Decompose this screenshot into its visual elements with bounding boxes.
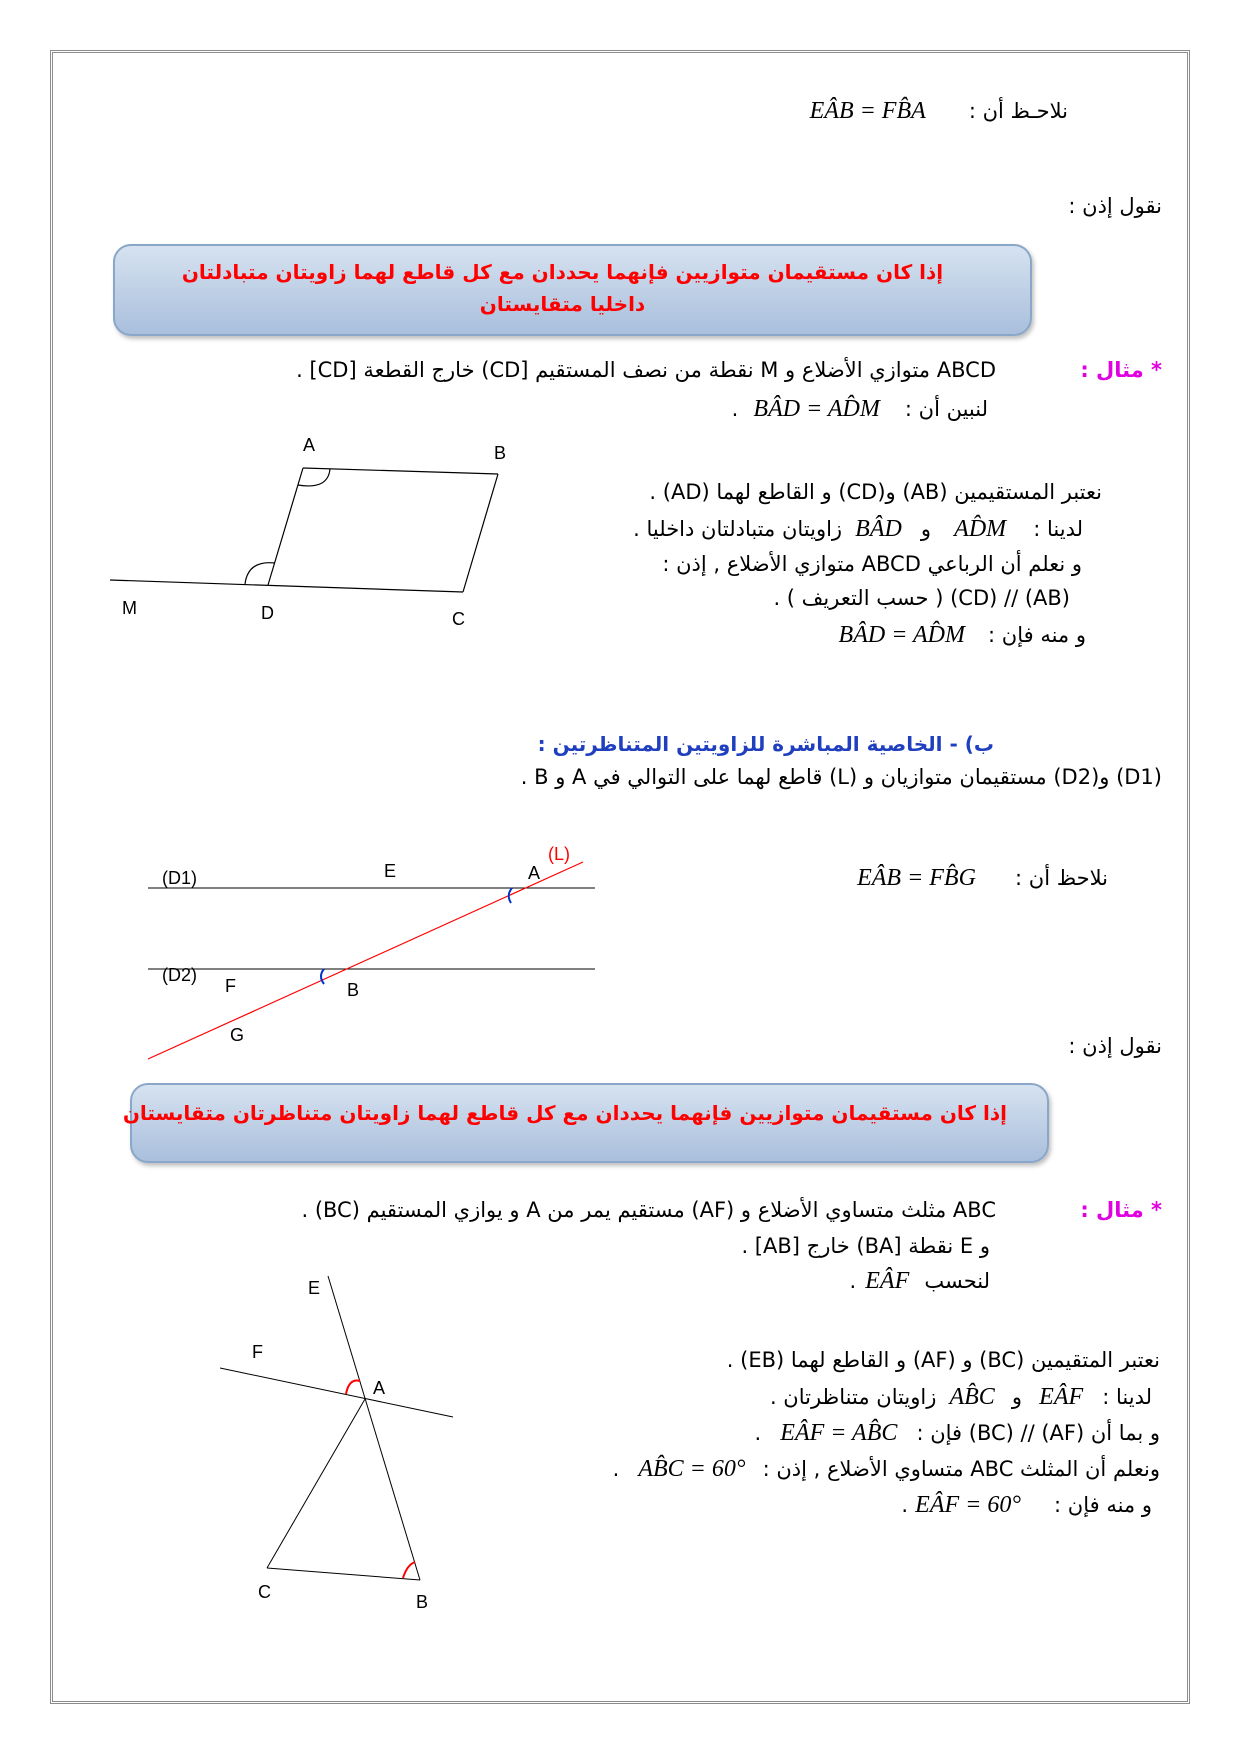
- triangle-figure: [210, 1268, 470, 1620]
- theorem-box-1: [113, 244, 1032, 336]
- fig1-label-b: B: [494, 443, 507, 463]
- observe-2-label: نلاحظ أن :: [1015, 866, 1108, 890]
- fig2-label-g: G: [230, 1025, 245, 1045]
- parallelogram-figure: [108, 432, 538, 642]
- line3-end: .: [849, 1269, 857, 1293]
- fig1-label-c: C: [452, 609, 465, 629]
- observe-formula: EÂB = FB̂A: [809, 98, 926, 124]
- angle-eaf-arc: [346, 1381, 360, 1394]
- parallel-lines-figure: [140, 840, 610, 1070]
- ex2-sol2-end: زاويتان متناظرتان .: [769, 1385, 937, 1409]
- ex2-sol5-formula: EÂF = 60°: [915, 1492, 1021, 1518]
- fig2-label-l: (L): [548, 844, 570, 864]
- sol5-formula: BÂD = AD̂M: [838, 622, 965, 648]
- example-1-sol-2: [633, 516, 1083, 543]
- conclude-line-2: نقول إذن :: [1068, 1034, 1162, 1058]
- sol5-text: و منه فإن :: [988, 623, 1086, 647]
- ex2-sol3-text: و بما أن (AF) // (BC) فإن :: [916, 1421, 1160, 1445]
- fig2-label-d1: (D1): [162, 868, 197, 888]
- theorem-1-text: إذا كان مستقيمان متوازيين فإنهما يحددان مع كل قاطع لهما زاويتان متبادلتان داخليا متقايستان: [181, 260, 944, 316]
- observe-label: نلاحـظ أن :: [968, 99, 1068, 123]
- example-1-sol-5: [839, 622, 1086, 649]
- fig3-label-c: C: [258, 1582, 271, 1602]
- example-1-statement: ABCD متوازي الأضلاع و M نقطة من نصف المستقيم [CD) خارج القطعة [CD] .: [296, 358, 996, 382]
- ex2-sol4-formula: AB̂C = 60°: [638, 1456, 746, 1482]
- ex2-sol2-text: لدينا :: [1102, 1385, 1152, 1409]
- example-1-sol-3: و نعلم أن الرباعي ABCD متوازي الأضلاع , إذن :: [662, 552, 1082, 576]
- example-2-statement: ABC مثلث متساوي الأضلاع و (AF) مستقيم يمر من A و يوازي المستقيم (BC) .: [301, 1198, 996, 1222]
- fig2-label-f: F: [225, 976, 236, 996]
- example-2-line-2: و E نقطة [BA) خارج [AB] .: [741, 1234, 990, 1258]
- sol2-formula-2: BÂD: [855, 516, 902, 542]
- goal-end: .: [731, 397, 739, 421]
- angle-fbg-arc: [321, 969, 324, 984]
- goal-formula: BÂD = AD̂M: [753, 396, 880, 422]
- ex2-sol2-and: و: [1011, 1385, 1023, 1409]
- fig3-label-a: A: [373, 1378, 386, 1398]
- sol2-formula-1: AD̂M: [954, 516, 1007, 542]
- fig3-label-e: E: [308, 1278, 321, 1298]
- fig3-label-f: F: [252, 1342, 263, 1362]
- line-mc: [110, 580, 463, 592]
- line-af: [220, 1368, 453, 1417]
- fig2-label-a: A: [528, 863, 541, 883]
- fig2-label-d2: (D2): [162, 965, 197, 985]
- theorem-2-text: إذا كان مستقيمان متوازيين فإنهما يحددان مع كل قاطع لهما زاويتان متناظرتان متقايستان: [122, 1101, 1007, 1125]
- segment-cb: [267, 1568, 420, 1580]
- line-eb: [328, 1276, 420, 1580]
- goal-text: لنبين أن :: [904, 397, 988, 421]
- section-2-intro: (D1) و(D2) مستقيمان متوازيان و (L) قاطع لهما على التوالي في A و B .: [520, 765, 1162, 789]
- ex2-sol2-formula-1: EÂF: [1039, 1384, 1084, 1410]
- example-2-sol-3: [755, 1420, 1160, 1447]
- ex2-sol3-formula: EÂF = AB̂C: [780, 1420, 898, 1446]
- segment-ad: [268, 468, 303, 585]
- example-1-sol-4: (AB) // (CD) ( حسب التعريف ) .: [773, 586, 1070, 610]
- example-2-sol-5: [901, 1492, 1152, 1519]
- observe-line-1: [810, 98, 1068, 125]
- fig3-label-b: B: [416, 1592, 429, 1612]
- theorem-box-2: [122, 1083, 1049, 1163]
- example-2-sol-1: نعتبر المتقيمين (BC) و (AF) و القاطع لهما (EB) .: [726, 1348, 1160, 1372]
- segment-ac: [267, 1399, 365, 1568]
- fig1-label-d: D: [261, 603, 274, 623]
- observe-2-formula: EÂB = FB̂G: [857, 865, 976, 891]
- example-2-sol-4: [613, 1456, 1160, 1483]
- conclude-line-1: نقول إذن :: [1068, 194, 1162, 218]
- fig1-label-m: M: [122, 598, 137, 618]
- fig2-label-b: B: [347, 980, 360, 1000]
- angle-abc-arc: [403, 1562, 415, 1578]
- ex2-sol5-text: و منه فإن :: [1054, 1493, 1152, 1517]
- angle-bad-arc: [298, 469, 330, 486]
- sol2-text: لدينا :: [1033, 517, 1083, 541]
- observe-line-2: [857, 865, 1108, 892]
- sol2-and: و: [920, 517, 932, 541]
- section-2-heading: ب) - الخاصية المباشرة للزاويتين المتناظرتين :: [537, 732, 994, 756]
- segment-ab: [303, 468, 498, 474]
- ex2-sol2-formula-2: AB̂C: [949, 1384, 995, 1410]
- sol2-end: زاويتان متبادلتان داخليا .: [633, 517, 843, 541]
- fig2-label-e: E: [384, 861, 397, 881]
- example-2-label: * مثال :: [1080, 1198, 1162, 1222]
- example-1-label: * مثال :: [1080, 358, 1162, 382]
- fig1-label-a: A: [303, 435, 316, 455]
- example-1-sol-1: نعتبر المستقيمين (AB) و(CD) و القاطع لهما (AD) .: [649, 480, 1102, 504]
- example-1-goal: [732, 396, 988, 423]
- example-2-sol-2: [770, 1384, 1152, 1411]
- transversal-l: [148, 862, 583, 1059]
- segment-bc: [463, 474, 498, 592]
- angle-adm-arc: [245, 563, 275, 584]
- line3-text: لنحسب: [924, 1269, 990, 1293]
- line3-formula: EÂF: [865, 1268, 910, 1294]
- ex2-sol5-end: .: [901, 1493, 909, 1517]
- example-2-line-3: [849, 1268, 990, 1295]
- ex2-sol3-end: .: [754, 1421, 762, 1445]
- ex2-sol4-end: .: [612, 1457, 620, 1481]
- ex2-sol4-text: ونعلم أن المثلث ABC متساوي الأضلاع , إذن :: [762, 1457, 1160, 1481]
